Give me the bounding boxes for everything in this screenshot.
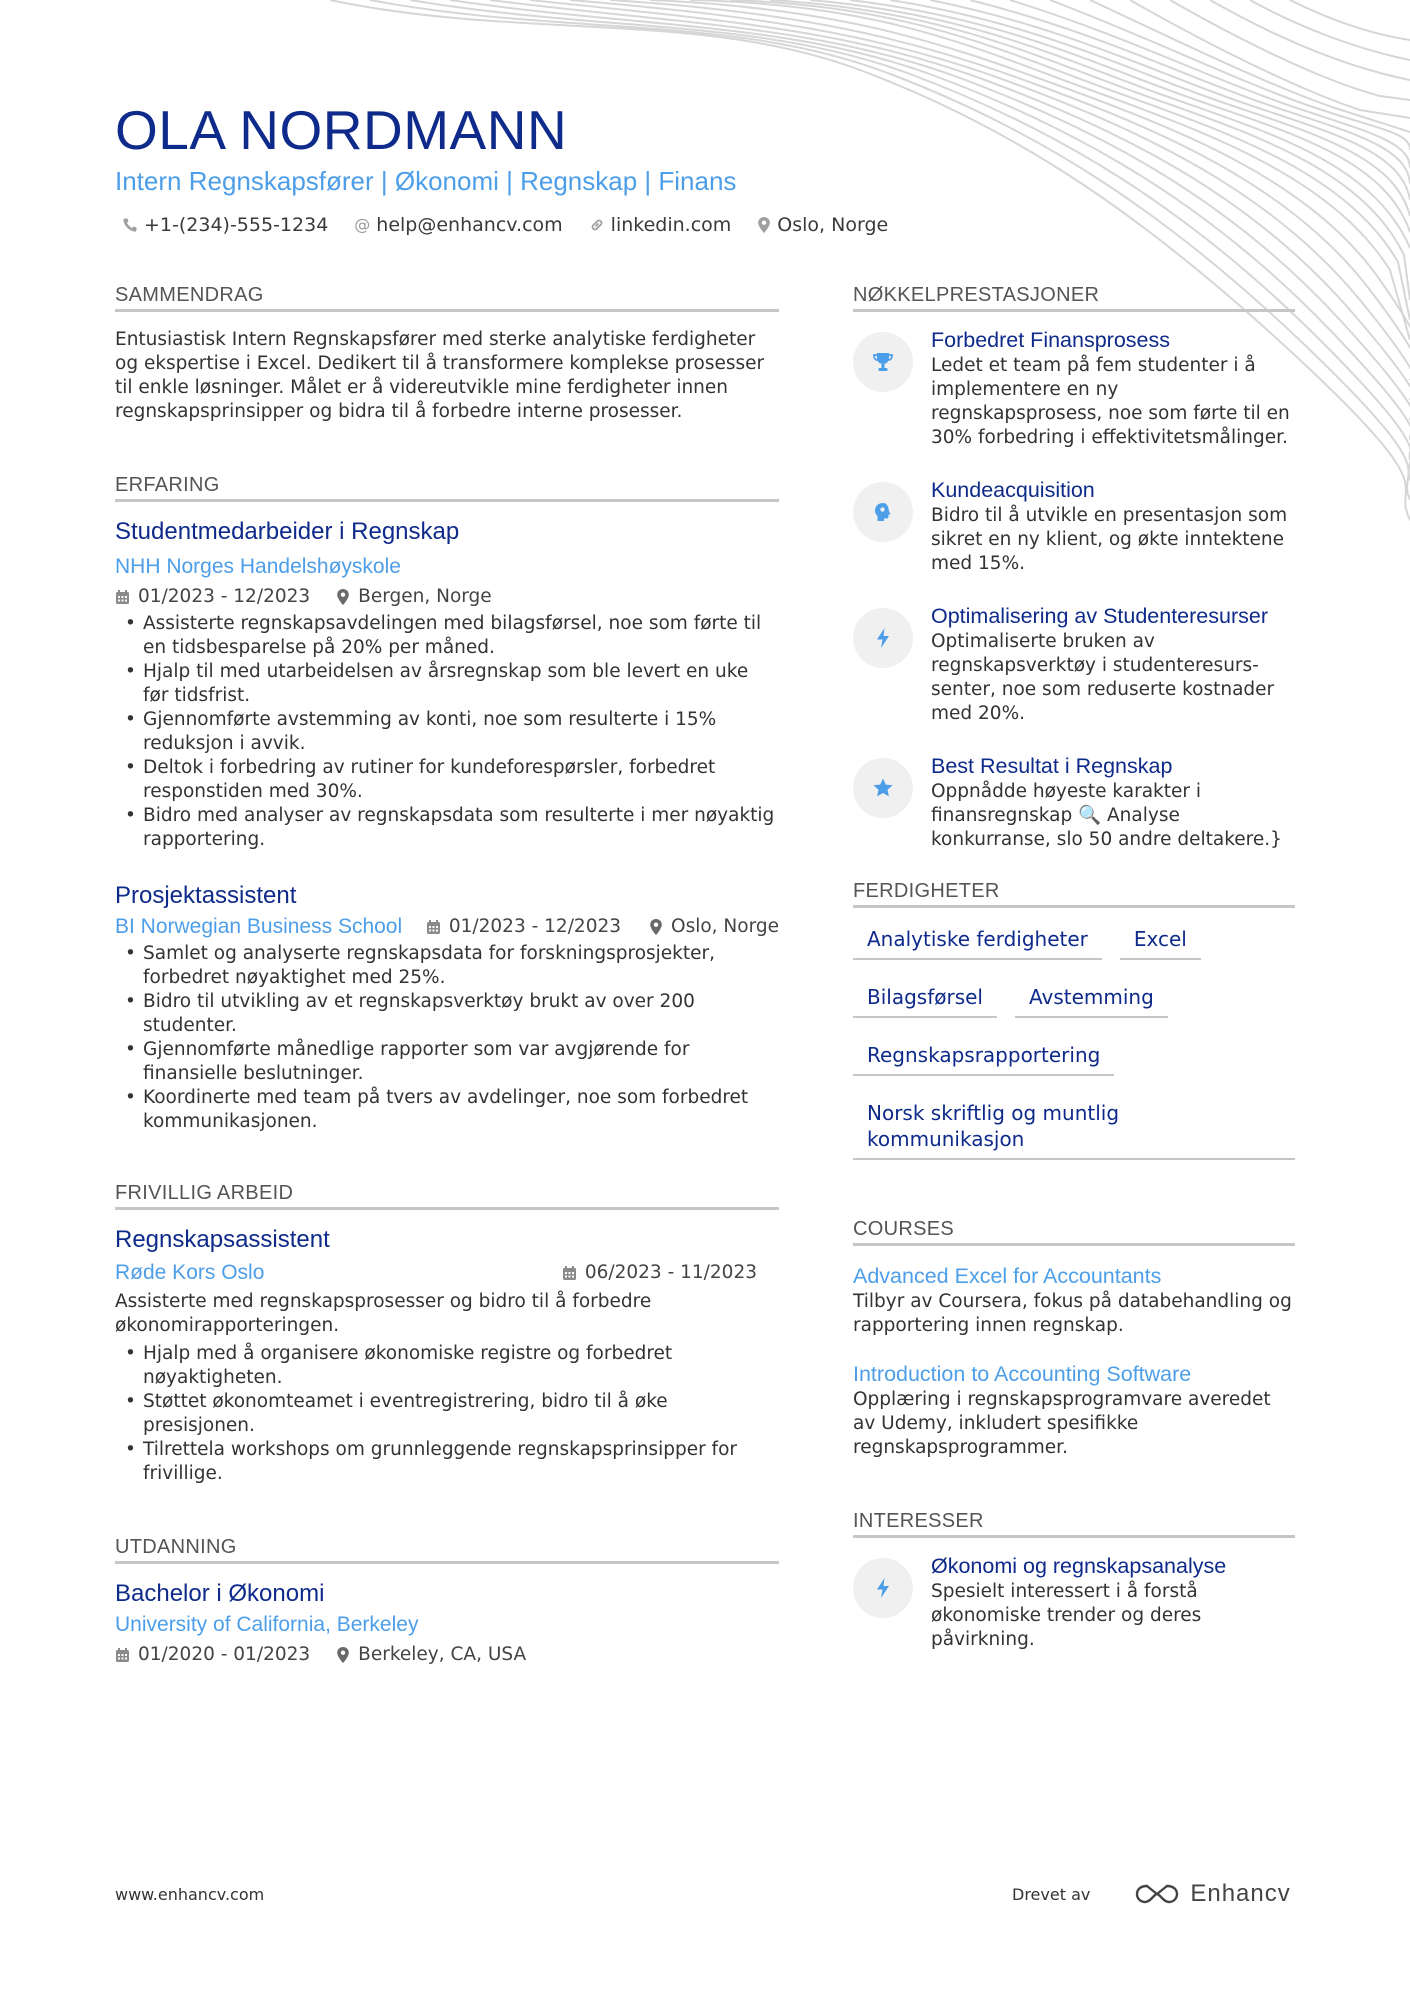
interest-item [853,1552,1295,1652]
course-item [853,1262,1295,1338]
dates-text: 01/2023 - 12/2023 [448,916,622,937]
location-pin-icon [336,1646,350,1664]
skill-tag: Avstemming [1015,984,1168,1018]
experience-section [115,474,779,1134]
contact-location [757,214,888,236]
volunteer-description: Assisterte med regnskapsprosesser og bidro til å forbedre økonomirapporteringen. [115,1291,652,1336]
skills-list [853,926,1295,1160]
footer-branding [1012,1880,1291,1908]
summary-section [115,284,779,424]
powered-by-text: Drevet av [1012,1884,1091,1904]
job-location [336,584,492,610]
calendar-icon [426,919,441,935]
job-meta [115,584,779,610]
education-section [115,1536,779,1668]
footer-website[interactable]: www.enhancv.com [115,1885,265,1904]
achievement-title: Forbedret Finansprosess [931,328,1170,352]
brand-logo[interactable] [1134,1880,1290,1908]
interests-section [853,1510,1295,1652]
company-name: BI Norwegian Business School [115,915,403,938]
job-entry [115,518,779,852]
calendar-icon [115,1647,130,1663]
section-heading: INTERESSER [853,1510,1295,1538]
candidate-title: Intern Regnskapsfører | Økonomi | Regnskap | Finans [115,166,737,196]
linkedin-text: linkedin.com [610,214,732,236]
achievement-item [853,752,1295,852]
enhancv-logo-icon [1134,1882,1180,1906]
job-bullets [115,612,779,852]
candidate-name: OLA NORDMANN [115,99,568,161]
trophy-icon [853,332,913,392]
volunteer-section [115,1182,779,1486]
list-item: • Støttet økonomteamet i eventregistrering, bidro til å øke presisjonen. [115,1390,779,1438]
skill-tag: Excel [1120,926,1201,960]
lightning-icon [853,1558,913,1618]
phone-text: +1-(234)-555-1234 [144,214,329,236]
skills-section [853,880,1295,1160]
location-pin-icon [336,588,350,606]
company-name: Røde Kors Oslo [115,1261,265,1284]
list-item: • Bidro med analyser av regnskapsdata som resulterte i mer nøyaktig rapportering. [115,804,779,852]
section-heading: NØKKELPRESTASJONER [853,284,1295,312]
achievement-item [853,326,1295,450]
contact-row [122,214,888,236]
section-heading: SAMMENDRAG [115,284,779,312]
lightning-icon [853,608,913,668]
job-title: Regnskapsassistent [115,1226,330,1253]
list-item: • Samlet og analyserte regnskapsdata for forskningsprosjekter, forbedret nøyaktighet med 25%. [115,942,779,990]
education-dates [115,1642,310,1668]
achievement-description: Ledet et team på fem studenter i å implementere en ny regnskapsprosess, noe som førte til en 30% forbedring i effektivitetsmålinger. [931,355,1290,448]
job-title: Studentmedarbeider i Regnskap [115,518,460,545]
location-text: Bergen, Norge [358,586,492,607]
course-description: Opplæring i regnskapsprogramvare averedet av Udemy, inkludert spesifikke regnskapsprogrammer. [853,1389,1271,1458]
list-item: • Gjennomførte månedlige rapporter som var avgjørende for finansielle beslutninger. [115,1038,779,1086]
course-title: Introduction to Accounting Software [853,1362,1192,1386]
skill-tag: Analytiske ferdigheter [853,926,1102,960]
list-item: • Tilrettela workshops om grunnleggende regnskapsprinsipper for frivillige. [115,1438,779,1486]
calendar-icon [562,1265,577,1281]
list-item: • Gjennomførte avstemming av konti, noe som resulterte i 15% reduksjon i avvik. [115,708,779,756]
courses-section [853,1218,1295,1460]
achievement-title: Optimalisering av Studenteresurser [931,604,1268,628]
section-heading: ERFARING [115,474,779,502]
dates-text: 01/2020 - 01/2023 [138,1644,311,1665]
course-item [853,1360,1295,1460]
job-meta [562,1260,757,1286]
dates-text: 06/2023 - 11/2023 [584,1262,757,1283]
volunteer-bullets [115,1342,779,1486]
achievement-item [853,602,1295,726]
list-item: • Koordinerte med team på tvers av avdelinger, noe som forbedret kommunikasjonen. [115,1086,779,1134]
skill-tag: Norsk skriftlig og muntlig kommunikasjon [853,1100,1295,1160]
summary-text: Entusiastisk Intern Regnskapsfører med sterke analytiske ferdigheter og ekspertise i Excel. Dedikert til å transformere komplekse prosesser til enkle løsninger. Målet er å videreutvikle mine ferdigheter innen regnskapsprinsipper og bidra til å forbedre interne prosesser. [115,329,765,422]
interest-title: Økonomi og regnskapsanalyse [931,1554,1227,1578]
phone-icon [122,217,138,233]
job-entry [115,882,779,1134]
calendar-icon [115,589,130,605]
contact-phone[interactable] [122,214,328,236]
list-item: • Assisterte regnskapsavdelingen med bilagsførsel, noe som førte til en tidsbesparelse på 20% per måned. [115,612,779,660]
head-icon [853,482,913,542]
location-text: Oslo, Norge [777,214,889,236]
achievement-item [853,476,1295,576]
course-title: Advanced Excel for Accountants [853,1264,1162,1288]
at-icon: @ [354,215,371,234]
school-name: University of California, Berkeley [115,1613,419,1636]
job-dates [115,584,310,610]
job-bullets [115,942,779,1134]
degree-title: Bachelor i Økonomi [115,1580,325,1607]
achievement-description: Bidro til å utvikle en presentasjon som sikret en ny klient, og økte inntektene med 15%. [931,505,1288,574]
job-meta [426,914,779,940]
list-item: • Hjalp til med utarbeidelsen av årsregnskap som ble levert en uke før tidsfrist. [115,660,779,708]
achievements-section [853,284,1295,852]
education-meta [115,1642,779,1668]
job-title: Prosjektassistent [115,882,297,909]
contact-email[interactable] [354,214,562,236]
section-heading: FRIVILLIG ARBEID [115,1182,779,1210]
education-location [336,1642,526,1668]
location-pin-icon [757,216,771,234]
achievement-title: Kundeacquisition [931,478,1095,502]
achievement-description: Oppnådde høyeste karakter i finansregnskap 🔍 Analyse konkurranse, slo 50 andre deltakere.} [931,781,1282,850]
list-item: • Bidro til utvikling av et regnskapsverktøy brukt av over 200 studenter. [115,990,779,1038]
interest-description: Spesielt interessert i å forstå økonomiske trender og deres påvirkning. [931,1581,1202,1650]
list-item: • Deltok i forbedring av rutiner for kundeforespørsler, forbedret responstiden med 30%. [115,756,779,804]
skill-tag: Bilagsførsel [853,984,997,1018]
dates-text: 01/2023 - 12/2023 [138,586,311,607]
course-description: Tilbyr av Coursera, fokus på databehandling og rapportering innen regnskap. [853,1291,1292,1336]
job-dates [426,914,621,940]
left-column [115,284,779,1668]
section-heading: FERDIGHETER [853,880,1295,908]
achievement-description: Optimaliserte bruken av regnskapsverktøy i studenteresurs-senter, noe som reduserte kostnader med 20%. [931,631,1275,724]
achievement-title: Best Resultat i Regnskap [931,754,1173,778]
list-item: • Hjalp med å organisere økonomiske registre og forbedret nøyaktigheten. [115,1342,779,1390]
location-pin-icon [649,918,663,936]
star-icon [853,758,913,818]
skill-tag: Regnskapsrapportering [853,1042,1114,1076]
section-heading: UTDANNING [115,1536,779,1564]
contact-linkedin[interactable] [589,214,732,236]
job-dates [562,1260,757,1286]
location-text: Oslo, Norge [671,916,779,937]
email-text: help@enhancv.com [376,214,563,236]
job-location [649,914,779,940]
location-text: Berkeley, CA, USA [358,1644,527,1665]
link-icon [589,217,605,233]
brand-name: Enhancv [1190,1880,1291,1907]
company-name: NHH Norges Handelshøyskole [115,555,401,578]
right-column [853,284,1295,1678]
section-heading: COURSES [853,1218,1295,1246]
